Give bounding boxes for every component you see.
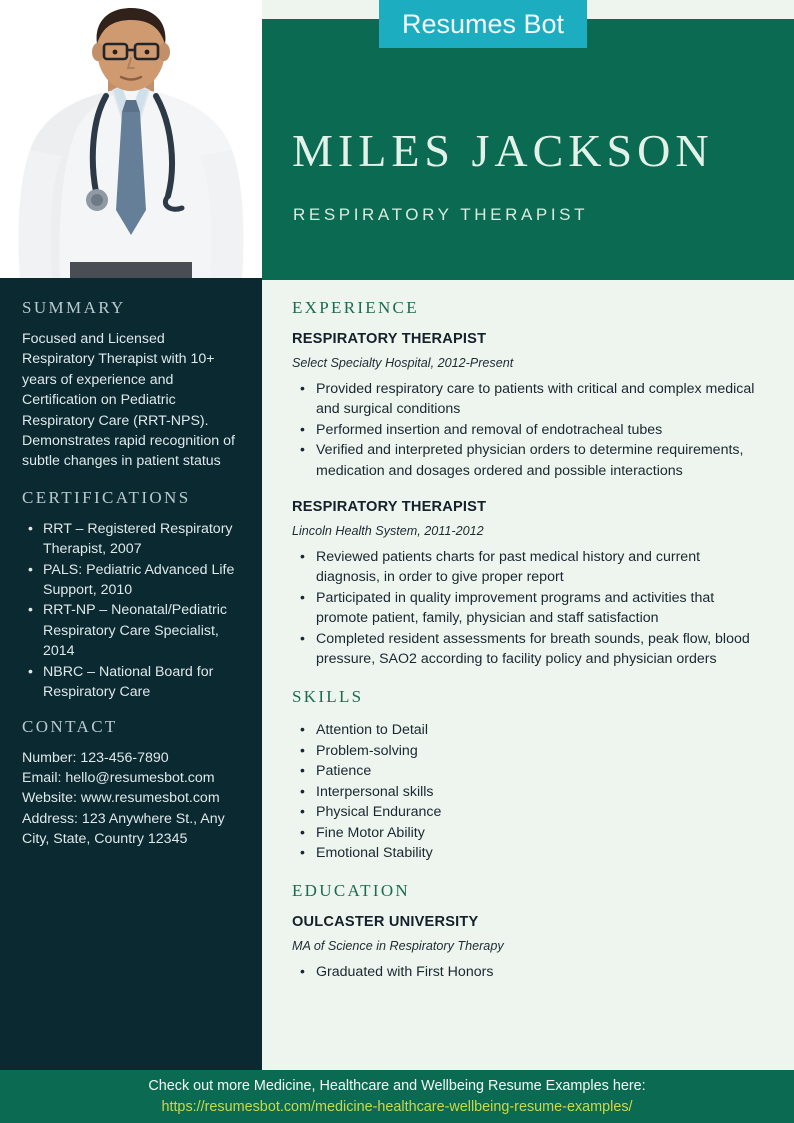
brand-badge[interactable] [379,0,587,48]
section-heading-experience: EXPERIENCE [292,298,419,317]
list-item: • Provided respiratory care to patients with critical and complex medical and surgical conditions [292,379,764,420]
job-employer-dates: Lincoln Health System, 2011-2012 [292,524,484,539]
experience-entry [292,331,764,481]
section-heading-skills: SKILLS [292,687,364,707]
contact-block [22,748,240,850]
contact-email[interactable]: Email: hello@resumesbot.com [22,769,215,786]
section-heading-education: EDUCATION [292,881,410,901]
main-content [262,280,794,1070]
experience-entry [292,499,764,669]
contact-website[interactable]: Website: www.resumesbot.com [22,790,220,807]
contact-number: Number: 123-456-7890 [22,749,169,766]
list-item: • Physical Endurance [292,802,764,822]
sidebar-heading-contact: CONTACT [22,716,118,736]
candidate-job-title: RESPIRATORY THERAPIST [293,205,589,224]
education-school: OULCASTER UNIVERSITY [292,914,479,931]
resume-header [262,19,794,280]
candidate-name: MILES JACKSON [292,125,714,176]
job-title: RESPIRATORY THERAPIST [292,331,487,347]
brand-label: Resumes Bot [401,8,565,39]
certifications-list [22,519,240,703]
sidebar [0,278,262,1070]
job-bullets [292,547,764,669]
footer-banner [0,1070,794,1123]
contact-address: Address: 123 Anywhere St., Any City, State, Country 12345 [22,810,225,848]
job-bullets [292,379,764,481]
list-item: • RRT – Registered Respiratory Therapist, 2007 [22,519,240,560]
list-item: • Problem-solving [292,741,764,761]
job-title: RESPIRATORY THERAPIST [292,499,487,516]
summary-text: Focused and Licensed Respiratory Therapist with 10+ years of experience and Certification on Pediatric Respiratory Care (RRT-NPS). Demonstrates rapid recognition of subtle changes in patient status [22,331,235,470]
list-item: • Graduated with First Honors [292,962,764,982]
list-item: • PALS: Pediatric Advanced Life Support, 2010 [22,560,240,601]
list-item: • Patience [292,761,764,781]
list-item: • Reviewed patients charts for past medical history and current diagnosis, in order to give proper report [292,547,764,588]
sidebar-heading-summary: SUMMARY [22,298,126,317]
sidebar-heading-certifications: CERTIFICATIONS [22,487,191,507]
job-employer-dates: Select Specialty Hospital, 2012-Present [292,356,514,370]
list-item: • Attention to Detail [292,720,764,740]
education-degree: MA of Science in Respiratory Therapy [292,939,504,954]
list-item: • Participated in quality improvement programs and activities that promote patient, family, physician and staff satisfaction [292,588,764,629]
skills-list [292,720,764,863]
list-item: • Verified and interpreted physician orders to determine requirements, medication and dosages ordered and possible interactions [292,440,764,481]
footer-link[interactable]: https://resumesbot.com/medicine-healthcare-wellbeing-resume-examples/ [161,1098,633,1115]
list-item: • Completed resident assessments for breath sounds, peak flow, blood pressure, SAO2 according to facility policy and physician orders [292,629,764,670]
footer-text: Check out more Medicine, Healthcare and Wellbeing Resume Examples here: [148,1077,646,1094]
list-item: • Fine Motor Ability [292,823,764,843]
list-item: • Performed insertion and removal of endotracheal tubes [292,420,764,440]
list-item: • NBRC – National Board for Respiratory Care [22,662,240,703]
list-item: • Interpersonal skills [292,782,764,802]
list-item: • RRT-NP – Neonatal/Pediatric Respiratory Care Specialist, 2014 [22,600,240,661]
profile-photo [0,0,262,278]
list-item: • Emotional Stability [292,843,764,863]
education-bullets [292,962,764,982]
